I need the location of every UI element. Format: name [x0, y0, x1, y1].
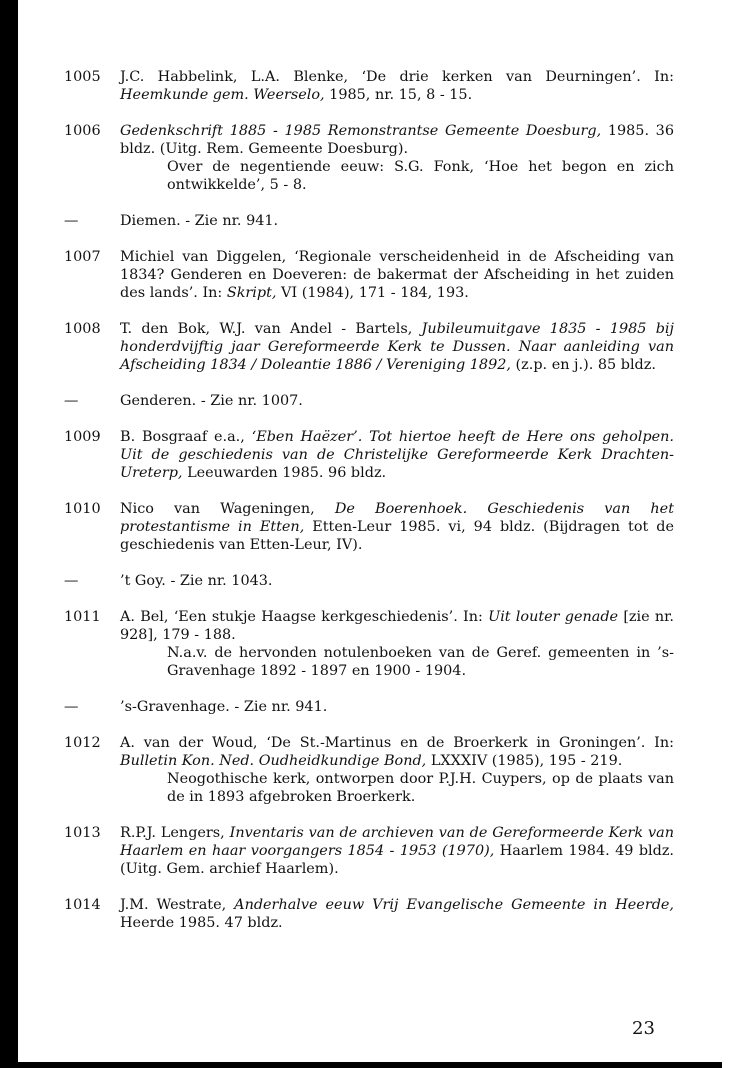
bottom-scan-border: [0, 1062, 722, 1068]
entry-details: VI (1984), 171 - 184, 193.: [276, 285, 469, 301]
entry-number: 1014: [64, 897, 101, 913]
bibliography-entry-1010: [64, 500, 674, 554]
entry-text: [120, 248, 674, 302]
entry-text: [120, 608, 674, 680]
entry-source: Uit louter genade: [488, 609, 619, 625]
entry-author: J.M. Westrate,: [120, 897, 235, 913]
entry-source: Heemkunde gem. Weerselo,: [120, 87, 325, 103]
entry-details: Etten-Leur 1985. vi, 94 bldz. (Bijdragen tot de geschiedenis van Etten-Leur, IV).: [120, 519, 674, 553]
entry-details: [zie nr. 928], 179 - 188.: [120, 609, 675, 643]
bibliography-entry-1008: [64, 320, 674, 374]
entry-title: ‘Eben Haëzer’. Tot hiertoe heeft de Here ons geholpen. Uit de geschiedenis van de Christelijke Gereformeerde Kerk Drachten-Ureterp,: [120, 429, 674, 481]
entry-title: Inventaris van de archieven van de Gereformeerde Kerk van Haarlem en haar voorgangers 1854 - 1953 (1970),: [120, 825, 674, 859]
entry-details: 1985. 36 bldz. (Uitg. Rem. Gemeente Doesburg).: [120, 123, 674, 157]
entry-details: Haarlem 1984. 49 bldz. (Uitg. Gem. archief Haarlem).: [120, 843, 675, 877]
entry-title: De Boerenhoek. Geschiedenis van het protestantisme in Etten,: [120, 501, 674, 535]
entry-details: LXXXIV (1985), 195 - 219.: [426, 753, 623, 769]
entry-text: [120, 824, 674, 878]
entry-author: R.P.J. Lengers,: [120, 825, 230, 841]
entry-number: 1007: [64, 249, 101, 265]
entry-text: [120, 500, 674, 554]
entry-author: B. Bosgraaf e.a.,: [120, 429, 252, 445]
bibliography-entry-1013: [64, 824, 674, 878]
entry-title: ‘Een stukje Haagse kerkgeschiedenis’. In:: [173, 609, 489, 625]
cross-reference-t-goy: [64, 572, 674, 590]
page-number: 23: [632, 1018, 655, 1039]
cross-reference-genderen: [64, 392, 674, 410]
bibliography-entry-1005: [64, 68, 674, 104]
entry-text: [120, 320, 674, 374]
cross-reference-text: ’t Goy. - Zie nr. 1043.: [120, 573, 273, 589]
entry-source: Skript,: [226, 285, 277, 301]
entry-author: A. Bel,: [120, 609, 174, 625]
cross-reference-s-gravenhage: [64, 698, 674, 716]
entry-note: Over de negentiende eeuw: S.G. Fonk, ‘Hoe het begon en zich ontwikkelde’, 5 - 8.: [167, 159, 674, 193]
entry-number: 1013: [64, 825, 101, 841]
entry-author: A. van der Woud,: [120, 735, 267, 751]
entry-author: J.C. Habbelink, L.A. Blenke,: [120, 69, 362, 85]
entry-title: Anderhalve eeuw Vrij Evangelische Gemeente in Heerde,: [234, 897, 674, 913]
entry-dash: —: [64, 699, 79, 715]
entry-title: ‘De drie kerken van Deurningen’. In:: [361, 69, 674, 85]
bibliography-entry-1012: [64, 734, 674, 806]
entry-details: 1985, nr. 15, 8 - 15.: [324, 87, 473, 103]
bibliography-entry-1014: [64, 896, 674, 932]
cross-reference-text: Diemen. - Zie nr. 941.: [120, 213, 279, 229]
cross-reference-text: ’s-Gravenhage. - Zie nr. 941.: [120, 699, 328, 715]
entry-number: 1008: [64, 321, 101, 337]
entry-author-title: Michiel van Diggelen, ‘Regionale verscheidenheid in de Afscheiding van 1834? Genderen en Doeveren: de bakermat der Afscheiding in het zuiden des lands’. In:: [120, 249, 674, 301]
entry-text: [120, 896, 674, 932]
cross-reference-text: Genderen. - Zie nr. 1007.: [120, 393, 303, 409]
entry-number: 1009: [64, 429, 101, 445]
entry-source: Bulletin Kon. Ned. Oudheidkundige Bond,: [120, 753, 427, 769]
bibliography-entry-1011: [64, 608, 674, 680]
cross-reference-diemen: [64, 212, 674, 230]
entry-text: [120, 734, 674, 806]
entry-details: (z.p. en j.). 85 bldz.: [510, 357, 656, 373]
entry-number: 1012: [64, 735, 101, 751]
entry-author: Nico van Wageningen,: [120, 501, 335, 517]
entry-dash: —: [64, 393, 79, 409]
entry-dash: —: [64, 213, 79, 229]
bibliography-list: [64, 68, 674, 950]
bibliography-entry-1009: [64, 428, 674, 482]
entry-note: N.a.v. de hervonden notulenboeken van de Geref. gemeenten in ’s-Gravenhage 1892 - 1897 en 1900 - 1904.: [167, 645, 674, 679]
entry-text: [120, 68, 674, 104]
entry-title: Jubileumuitgave 1835 - 1985 bij honderdvijftig jaar Gereformeerde Kerk te Dussen. Naar aanleiding van Afscheiding 1834 / Doleantie 1886 / Vereniging 1892,: [120, 321, 674, 373]
bibliography-entry-1006: [64, 122, 674, 194]
entry-number: 1006: [64, 123, 101, 139]
entry-number: 1011: [64, 609, 101, 625]
entry-title: ‘De St.-Martinus en de Broerkerk in Groningen’. In:: [266, 735, 674, 751]
entry-details: Leeuwarden 1985. 96 bldz.: [182, 465, 387, 481]
entry-note: Neogothische kerk, ontworpen door P.J.H. Cuypers, op de plaats van de in 1893 afgebroken Broerkerk.: [167, 771, 674, 805]
bibliography-entry-1007: [64, 248, 674, 302]
entry-dash: —: [64, 573, 79, 589]
entry-details: Heerde 1985. 47 bldz.: [120, 915, 283, 931]
entry-number: 1005: [64, 69, 101, 85]
entry-text: [120, 122, 674, 194]
entry-title: Gedenkschrift 1885 - 1985 Remonstrantse Gemeente Doesburg,: [120, 123, 602, 139]
entry-number: 1010: [64, 501, 101, 517]
entry-author: T. den Bok, W.J. van Andel - Bartels,: [120, 321, 422, 337]
left-scan-border: [0, 0, 18, 1068]
entry-text: [120, 428, 674, 482]
